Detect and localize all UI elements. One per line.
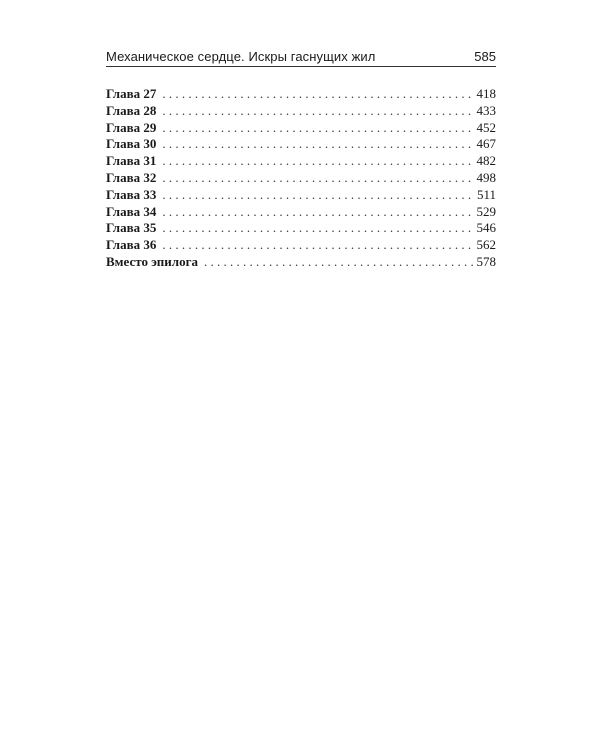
toc-entry (106, 170, 496, 187)
toc-entry-label: Глава 34 (106, 203, 157, 219)
toc-entry-page: 511 (476, 186, 496, 202)
dot-leader (162, 120, 474, 137)
table-of-contents (106, 86, 496, 271)
toc-entry (106, 237, 496, 254)
toc-entry-label: Глава 27 (106, 86, 157, 101)
toc-entry-page: 562 (476, 237, 496, 253)
dot-leader (162, 187, 475, 204)
toc-entry (106, 86, 496, 103)
toc-entry-page: 418 (476, 86, 496, 101)
dot-leader (162, 237, 474, 254)
toc-entry-label: Глава 28 (106, 102, 157, 118)
book-title: Механическое сердце. Искры гаснущих жил (106, 49, 376, 64)
toc-entry-page: 482 (476, 153, 496, 169)
toc-entry-page: 529 (476, 203, 496, 219)
toc-entry-page: 452 (476, 119, 496, 135)
toc-entry-page: 467 (476, 136, 496, 152)
toc-entry (106, 153, 496, 170)
toc-entry-page: 433 (476, 102, 496, 118)
dot-leader (162, 204, 474, 221)
toc-entry-label: Вместо эпилога (106, 253, 198, 269)
toc-entry-label: Глава 35 (106, 220, 157, 236)
toc-entry-page: 498 (476, 169, 496, 185)
dot-leader (162, 220, 474, 237)
toc-entry (106, 254, 496, 271)
dot-leader (162, 153, 474, 170)
toc-entry-label: Глава 36 (106, 237, 157, 253)
dot-leader (162, 170, 474, 187)
toc-entry (106, 220, 496, 237)
toc-entry-label: Глава 33 (106, 186, 157, 202)
toc-entry-label: Глава 31 (106, 153, 157, 169)
dot-leader (204, 254, 475, 271)
running-header (106, 44, 496, 67)
dot-leader (162, 136, 474, 153)
toc-entry-page: 546 (476, 220, 496, 236)
toc-entry-label: Глава 32 (106, 169, 157, 185)
toc-entry (106, 136, 496, 153)
toc-entry-label: Глава 30 (106, 136, 157, 152)
page-number: 585 (474, 49, 496, 64)
toc-entry-label: Глава 29 (106, 119, 157, 135)
toc-entry (106, 103, 496, 120)
dot-leader (162, 86, 474, 103)
dot-leader (162, 103, 474, 120)
toc-entry (106, 204, 496, 221)
toc-entry (106, 187, 496, 204)
toc-entry (106, 120, 496, 137)
toc-entry-page: 578 (476, 253, 496, 269)
